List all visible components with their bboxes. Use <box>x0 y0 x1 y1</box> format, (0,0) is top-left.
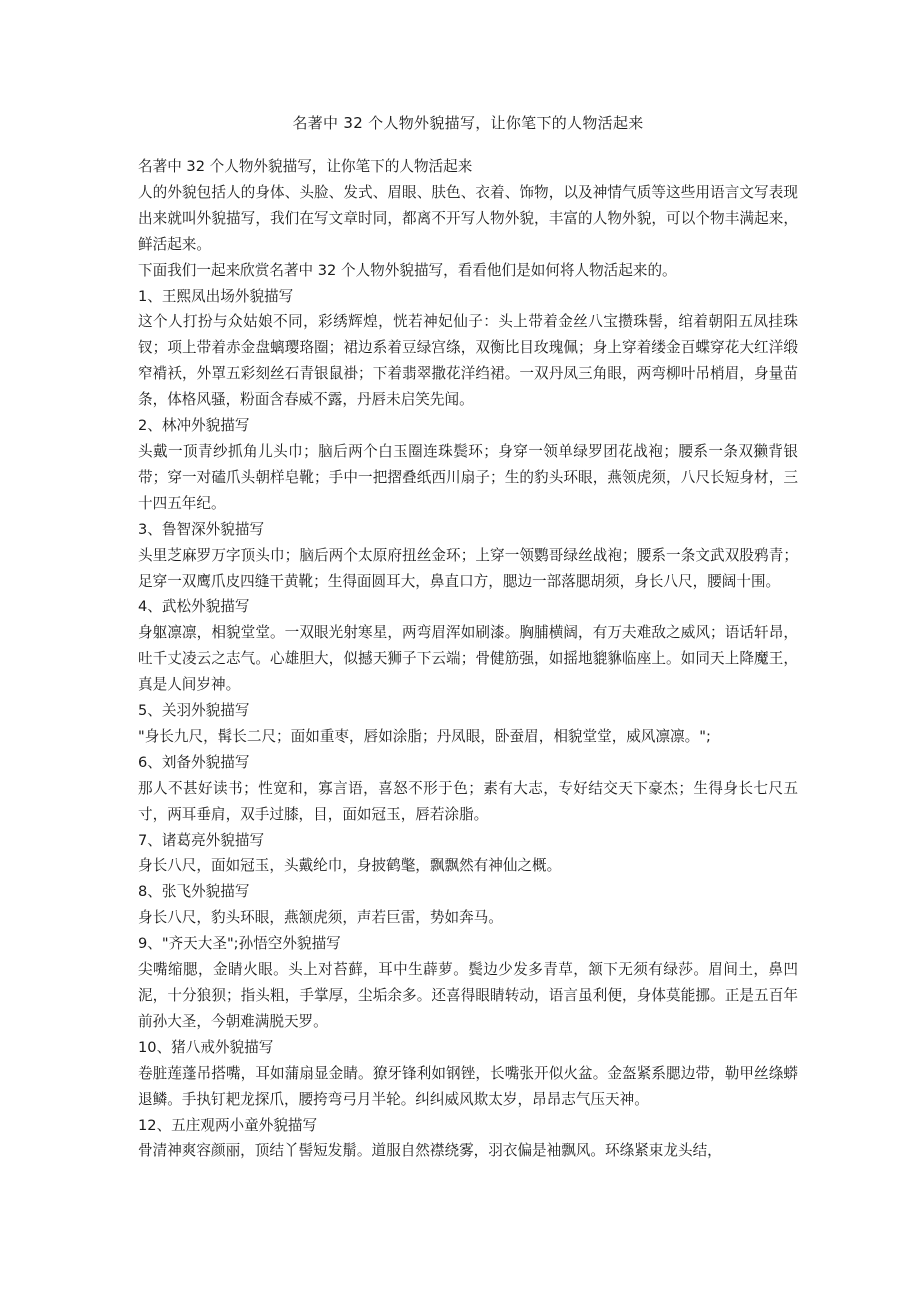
paragraph: 12、五庄观两小童外貌描写 <box>138 1116 318 1134</box>
paragraph: 10、猪八戒外貌描写 <box>138 1038 274 1056</box>
paragraph: "身长九尺，髯长二尺；面如重枣，唇如涂脂；丹凤眼，卧蚕眉，相貌堂堂，威风凛凛。"; <box>138 727 711 745</box>
paragraph: 人的外貌包括人的身体、头脸、发式、眉眼、肤色、衣着、饰物，以及神情气质等这些用语言文写表现出来就叫外貌描写，我们在写文章时同，都离不开写人物外貌，丰富的人物外貌，可以个物丰满起来，鲜活起来。 <box>138 183 798 253</box>
paragraph: 6、刘备外貌描写 <box>138 753 250 771</box>
document-body <box>138 154 798 1164</box>
paragraph: 2、林冲外貌描写 <box>138 417 250 435</box>
paragraph: 5、关羽外貌描写 <box>138 702 250 720</box>
document-title: 名著中 32 个人物外貌描写，让你笔下的人物活起来 <box>292 114 644 132</box>
paragraph: 身长八尺，面如冠玉，头戴纶巾，身披鹤氅，飘飘然有神仙之概。 <box>138 857 562 875</box>
paragraph: 1、王熙凤出场外貌描写 <box>138 287 294 305</box>
paragraph: 身长八尺，豹头环眼，燕颔虎须，声若巨雷，势如奔马。 <box>138 909 503 927</box>
paragraph: 下面我们一起来欣赏名著中 32 个人物外貌描写，看看他们是如何将人物活起来的。 <box>138 261 677 279</box>
paragraph: 3、鲁智深外貌描写 <box>138 520 265 538</box>
paragraph: 头戴一顶青纱抓角儿头巾；脑后两个白玉圈连珠鬓环；身穿一领单绿罗团花战袍；腰系一条双獭背银带；穿一对磕爪头朝样皂靴；手中一把摺叠纸西川扇子；生的豹头环眼，燕领虎须，八尺长短身材，三十四五年纪。 <box>138 442 798 512</box>
paragraph: 尖嘴缩腮，金睛火眼。头上对苔藓，耳中生薜萝。鬓边少发多青草，颔下无须有绿莎。眉间土，鼻凹泥，十分狼狈；指头粗，手掌厚，尘垢余多。还喜得眼睛转动，语言虽利便，身体莫能挪。正是五百年前孙大圣，今朝难满脱天罗。 <box>138 961 798 1030</box>
paragraph: 骨清神爽容颜丽，顶结丫髻短发鬅。道服自然襟绕雾，羽衣偏是袖飘风。环绦紧束龙头结， <box>138 1142 722 1160</box>
paragraph: 这个人打扮与众姑娘不同，彩绣辉煌，恍若神妃仙子：头上带着金丝八宝攒珠髻，绾着朝阳五凤挂珠钗；项上带着赤金盘螭璎珞圈；裙边系着豆绿宫绦，双衡比目玫瑰佩；身上穿着缕金百蝶穿花大红洋缎窄褙袄，外罩五彩刻丝石青银鼠褂；下着翡翠撒花洋绉裙。一双丹凤三角眼，两弯柳叶吊梢眉，身量苗条，体格风骚，粉面含春威不露，丹唇未启笑先闻。 <box>138 313 798 409</box>
document-page <box>138 112 798 1164</box>
paragraph: 8、张飞外貌描写 <box>138 883 250 901</box>
paragraph: 身躯凛凛，相貌堂堂。一双眼光射寒星，两弯眉浑如刷漆。胸脯横阔，有万夫难敌之威风；语话轩昂，吐千丈凌云之志气。心雄胆大，似撼天狮子下云端；骨健筋强，如摇地貔貅临座上。如同天上降魔王，真是人间岁神。 <box>138 624 798 694</box>
paragraph: 头里芝麻罗万字顶头巾；脑后两个太原府扭丝金环；上穿一领鹦哥绿丝战袍；腰系一条文武双股鸦青；足穿一双鹰爪皮四缝干黄靴；生得面圆耳大，鼻直口方，腮边一部落腮胡须，身长八尺，腰阔十围。 <box>138 546 798 590</box>
paragraph: 4、武松外貌描写 <box>138 598 250 616</box>
paragraph: 名著中 32 个人物外貌描写，让你笔下的人物活起来 <box>138 158 473 175</box>
paragraph: 卷脏莲蓬吊搭嘴，耳如蒲扇显金睛。獠牙锋利如钢锉，长嘴张开似火盆。金盔紧系腮边带，勒甲丝绦蟒退鳞。手执钉耙龙探爪，腰挎弯弓月半轮。纠纠威风欺太岁，昂昂志气压天神。 <box>138 1064 798 1108</box>
paragraph: 7、诸葛亮外貌描写 <box>138 831 265 849</box>
paragraph: 那人不甚好读书；性宽和，寡言语，喜怒不形于色；素有大志，专好结交天下豪杰；生得身长七尺五寸，两耳垂肩，双手过膝，目，面如冠玉，唇若涂脂。 <box>138 779 798 823</box>
paragraph: 9、"齐天大圣";孙悟空外貌描写 <box>138 935 341 953</box>
